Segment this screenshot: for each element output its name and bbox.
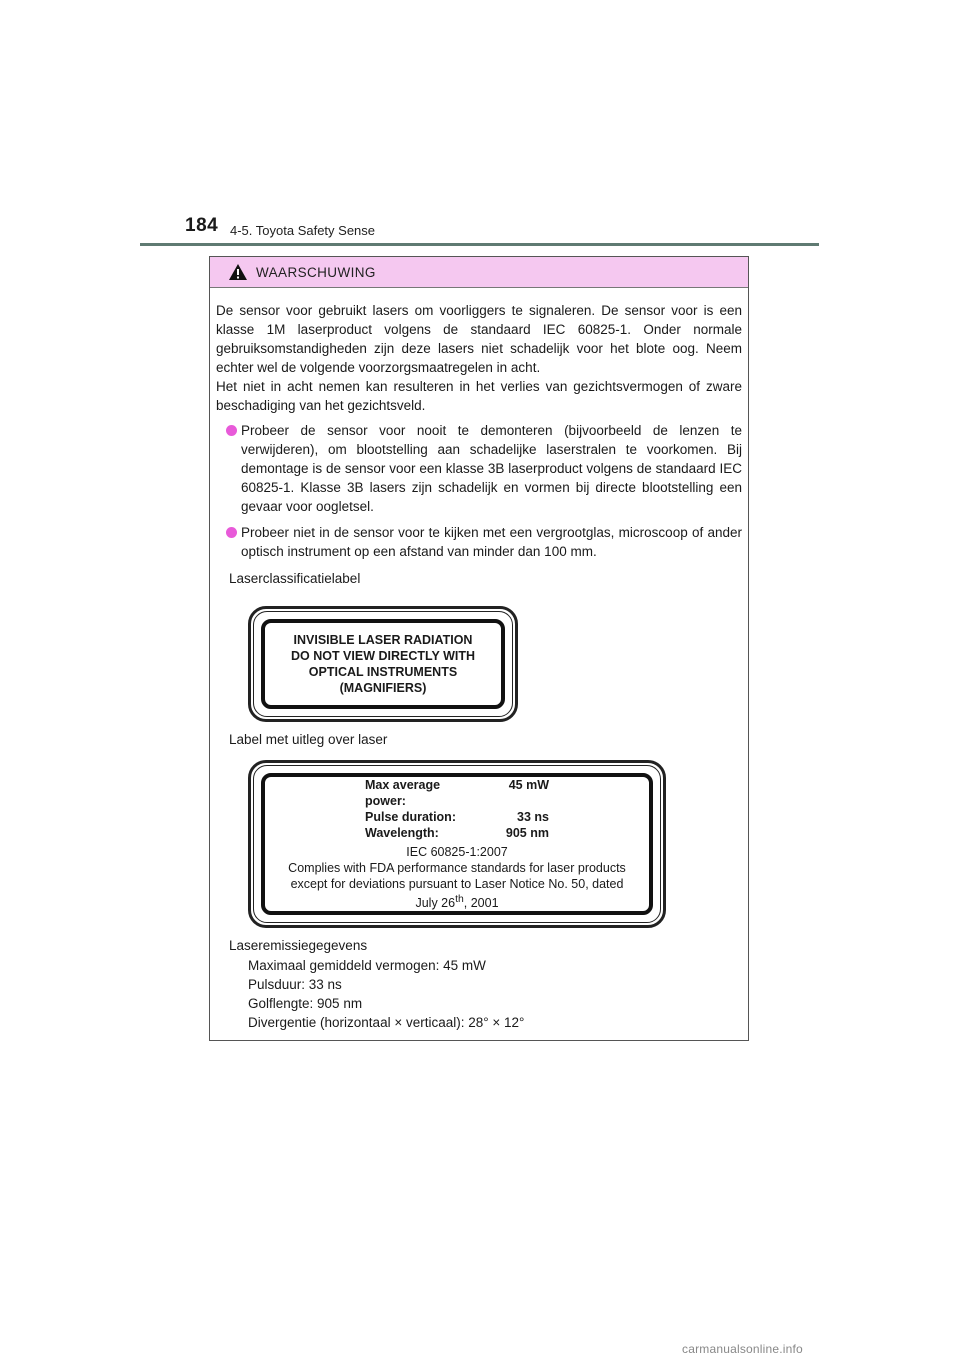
label-line: OPTICAL INSTRUMENTS	[308, 665, 458, 679]
emission-data	[248, 956, 742, 1032]
header-divider	[140, 243, 819, 246]
classification-caption: Laserclassificatielabel	[229, 571, 361, 586]
classification-label-inner	[261, 619, 505, 709]
precaution-list	[216, 421, 742, 561]
explanation-caption: Label met uitleg over laser	[229, 732, 388, 747]
compliance-date	[415, 892, 498, 911]
page-number: 184	[185, 215, 219, 236]
compliance-line: except for deviations pursuant to Laser Notice No. 50, dated	[290, 876, 624, 891]
warning-box	[209, 256, 749, 1041]
warning-body	[210, 288, 748, 1032]
label-line: INVISIBLE LASER RADIATION	[293, 633, 473, 647]
emission-line: Golflengte: 905 nm	[248, 996, 363, 1011]
precaution-text: Probeer niet in de sensor voor te kijken met een vergrootglas, microscoop of ander optisch instrument op een afstand van minder dan 100 mm.	[241, 525, 742, 559]
date-suffix: th	[455, 893, 464, 905]
label-line: (MAGNIFIERS)	[339, 681, 427, 695]
section-title: 4-5. Toyota Safety Sense	[230, 223, 376, 238]
emission-line: Divergentie (horizontaal × verticaal): 28° × 12°	[248, 1015, 525, 1030]
bullet-icon	[226, 425, 237, 436]
standard-text: IEC 60825-1:2007	[406, 844, 508, 859]
warning-consequence: Het niet in acht nemen kan resulteren in het verlies van gezichtsvermogen of zware beschadiging van het gezichtsveld.	[216, 379, 742, 413]
spec-value: 45 mW	[508, 778, 549, 792]
spec-key: Pulse duration:	[365, 810, 456, 824]
spec-value: 905 nm	[505, 826, 549, 840]
spec-value: 33 ns	[517, 810, 549, 824]
spec-row	[365, 825, 549, 841]
date-year: , 2001	[463, 896, 499, 910]
warning-intro: De sensor voor gebruikt lasers om voorliggers te signaleren. De sensor voor is een klasse 1M laserproduct volgens de standaard IEC 60825-1. Onder normale gebruiksomstandigheden zijn deze lasers niet schadelijk voor het blote oog. Neem echter wel de volgende voorzorgsmaatregelen in acht.	[216, 303, 742, 375]
emission-caption: Laseremissiegegevens	[229, 938, 368, 953]
spec-row	[365, 809, 549, 825]
date-prefix: July 26	[415, 896, 456, 910]
list-item	[216, 421, 742, 516]
precaution-text: Probeer de sensor voor nooit te demonteren (bijvoorbeeld de lenzen te verwijderen), om blootstelling aan schadelijke laserstralen te voorkomen. Bij demontage is de sensor voor een klasse 3B laserproduct volgens de standaard IEC 60825-1. Klasse 3B lasers zijn schadelijk en vormen bij directe blootstelling een gevaar voor oogletsel.	[241, 423, 742, 514]
bullet-icon	[226, 527, 237, 538]
compliance-line: Complies with FDA performance standards for laser products	[288, 860, 626, 875]
emission-line: Maximaal gemiddeld vermogen: 45 mW	[248, 958, 486, 973]
list-item	[216, 523, 742, 561]
spec-key: Wavelength:	[365, 826, 439, 840]
emission-line: Pulsduur: 33 ns	[248, 977, 342, 992]
spec-row	[365, 777, 549, 809]
warning-triangle-icon	[228, 263, 248, 281]
explanation-label-inner	[261, 773, 653, 915]
warning-title: WAARSCHUWING	[256, 264, 376, 280]
laser-classification-label	[248, 606, 518, 722]
spec-key: Max average power:	[365, 778, 441, 808]
label-line: DO NOT VIEW DIRECTLY WITH	[290, 649, 476, 663]
warning-header	[210, 257, 748, 288]
laser-explanation-label	[248, 760, 666, 928]
watermark: carmanualsonline.info	[682, 1342, 803, 1356]
